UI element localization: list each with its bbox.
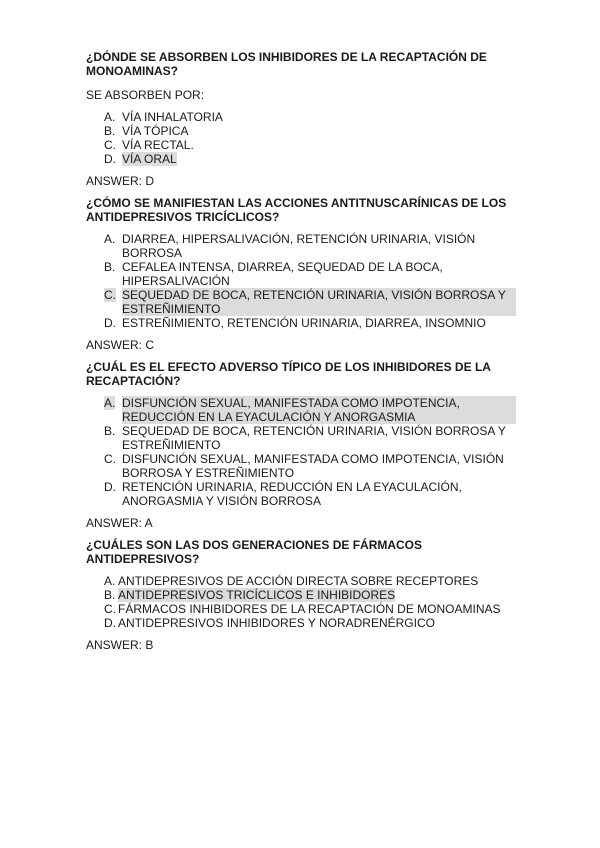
- option-letter: B.: [104, 260, 116, 274]
- option-3-c: [86, 452, 516, 480]
- option-text: DISFUNCIÓN SEXUAL, MANIFESTADA COMO IMPOTENCIA, REDUCCIÓN EN LA EYACULACIÓN Y ANORGASMIA: [122, 396, 516, 424]
- option-letter: C.: [104, 138, 116, 152]
- question-4-options: [86, 574, 516, 630]
- question-1-options: [86, 110, 516, 166]
- option-text: RETENCIÓN URINARIA, REDUCCIÓN EN LA EYACULACIÓN, ANORGASMIA Y VISIÓN BORROSA: [122, 480, 462, 508]
- option-text: DISFUNCIÓN SEXUAL, MANIFESTADA COMO IMPOTENCIA, VISIÓN BORROSA Y ESTREÑIMIENTO: [122, 452, 504, 480]
- option-text: SEQUEDAD DE BOCA, RETENCIÓN URINARIA, VISIÓN BORROSA Y ESTREÑIMIENTO: [122, 288, 516, 316]
- question-3-options: [86, 396, 516, 508]
- option-letter: C.: [104, 602, 116, 616]
- question-4-answer: ANSWER: B: [86, 638, 154, 652]
- option-letter: A.: [104, 574, 116, 588]
- option-text: VÍA RECTAL.: [122, 138, 194, 152]
- option-3-d: [86, 480, 516, 508]
- option-4-c: [86, 602, 516, 616]
- option-4-b-correct: [86, 588, 516, 602]
- question-1-intro: SE ABSORBEN POR:: [86, 88, 205, 102]
- option-text: ESTREÑIMIENTO, RETENCIÓN URINARIA, DIARREA, INSOMNIO: [122, 316, 486, 330]
- option-text: ANTIDEPRESIVOS TRICÍCLICOS E INHIBIDORES: [118, 588, 396, 602]
- option-3-b: [86, 424, 516, 452]
- option-2-d: [86, 316, 516, 330]
- question-2-answer: ANSWER: C: [86, 338, 155, 352]
- option-text: VÍA ORAL: [122, 152, 177, 166]
- option-text: ANTIDEPRESIVOS INHIBIDORES Y NORADRENÉRGICO: [118, 616, 435, 630]
- question-block-3: [86, 360, 516, 530]
- option-2-c-correct: [86, 288, 516, 316]
- option-letter: A.: [104, 396, 116, 410]
- option-text: SEQUEDAD DE BOCA, RETENCIÓN URINARIA, VISIÓN BORROSA Y ESTREÑIMIENTO: [122, 424, 506, 452]
- option-letter: C.: [104, 288, 116, 302]
- option-letter: B.: [104, 424, 116, 438]
- question-1-answer: ANSWER: D: [86, 174, 155, 188]
- option-1-a: [86, 110, 516, 124]
- option-text: VÍA INHALATORIA: [122, 110, 223, 124]
- question-block-2: [86, 196, 516, 352]
- option-4-d: [86, 616, 516, 630]
- quiz-content: [86, 50, 516, 660]
- question-2-options: [86, 232, 516, 330]
- option-4-a: [86, 574, 516, 588]
- option-1-c: [86, 138, 516, 152]
- question-3-text: ¿CUÁL ES EL EFECTO ADVERSO TÍPICO DE LOS INHIBIDORES DE LA RECAPTACIÓN?: [86, 360, 491, 388]
- option-letter: B.: [104, 124, 116, 138]
- option-letter: C.: [104, 452, 116, 466]
- option-text: DIARREA, HIPERSALIVACIÓN, RETENCIÓN URINARIA, VISIÓN BORROSA: [122, 232, 476, 260]
- option-letter: D.: [104, 152, 116, 166]
- option-text: VÍA TÓPICA: [122, 124, 189, 138]
- option-text: CEFALEA INTENSA, DIARREA, SEQUEDAD DE LA BOCA, HIPERSALIVACIÓN: [122, 260, 443, 288]
- question-block-4: [86, 538, 516, 652]
- question-1-text: ¿DÓNDE SE ABSORBEN LOS INHIBIDORES DE LA RECAPTACIÓN DE MONOAMINAS?: [86, 50, 487, 78]
- option-letter: D.: [104, 616, 116, 630]
- question-block-1: [86, 50, 516, 188]
- option-letter: D.: [104, 480, 116, 494]
- option-1-d-correct: [86, 152, 516, 166]
- option-letter: B.: [104, 588, 116, 602]
- option-letter: D.: [104, 316, 116, 330]
- option-2-b: [86, 260, 516, 288]
- option-text: ANTIDEPRESIVOS DE ACCIÓN DIRECTA SOBRE RECEPTORES: [118, 574, 479, 588]
- option-3-a-correct: [86, 396, 516, 424]
- question-2-text: ¿CÓMO SE MANIFIESTAN LAS ACCIONES ANTITNUSCARÍNICAS DE LOS ANTIDEPRESIVOS TRICÍCLICOS?: [86, 196, 507, 224]
- question-4-text: ¿CUÁLES SON LAS DOS GENERACIONES DE FÁRMACOS ANTIDEPRESIVOS?: [86, 538, 423, 566]
- option-letter: A.: [104, 110, 116, 124]
- question-3-answer: ANSWER: A: [86, 516, 153, 530]
- option-2-a: [86, 232, 516, 260]
- option-text: FÁRMACOS INHIBIDORES DE LA RECAPTACIÓN DE MONOAMINAS: [118, 602, 501, 616]
- option-1-b: [86, 124, 516, 138]
- option-letter: A.: [104, 232, 116, 246]
